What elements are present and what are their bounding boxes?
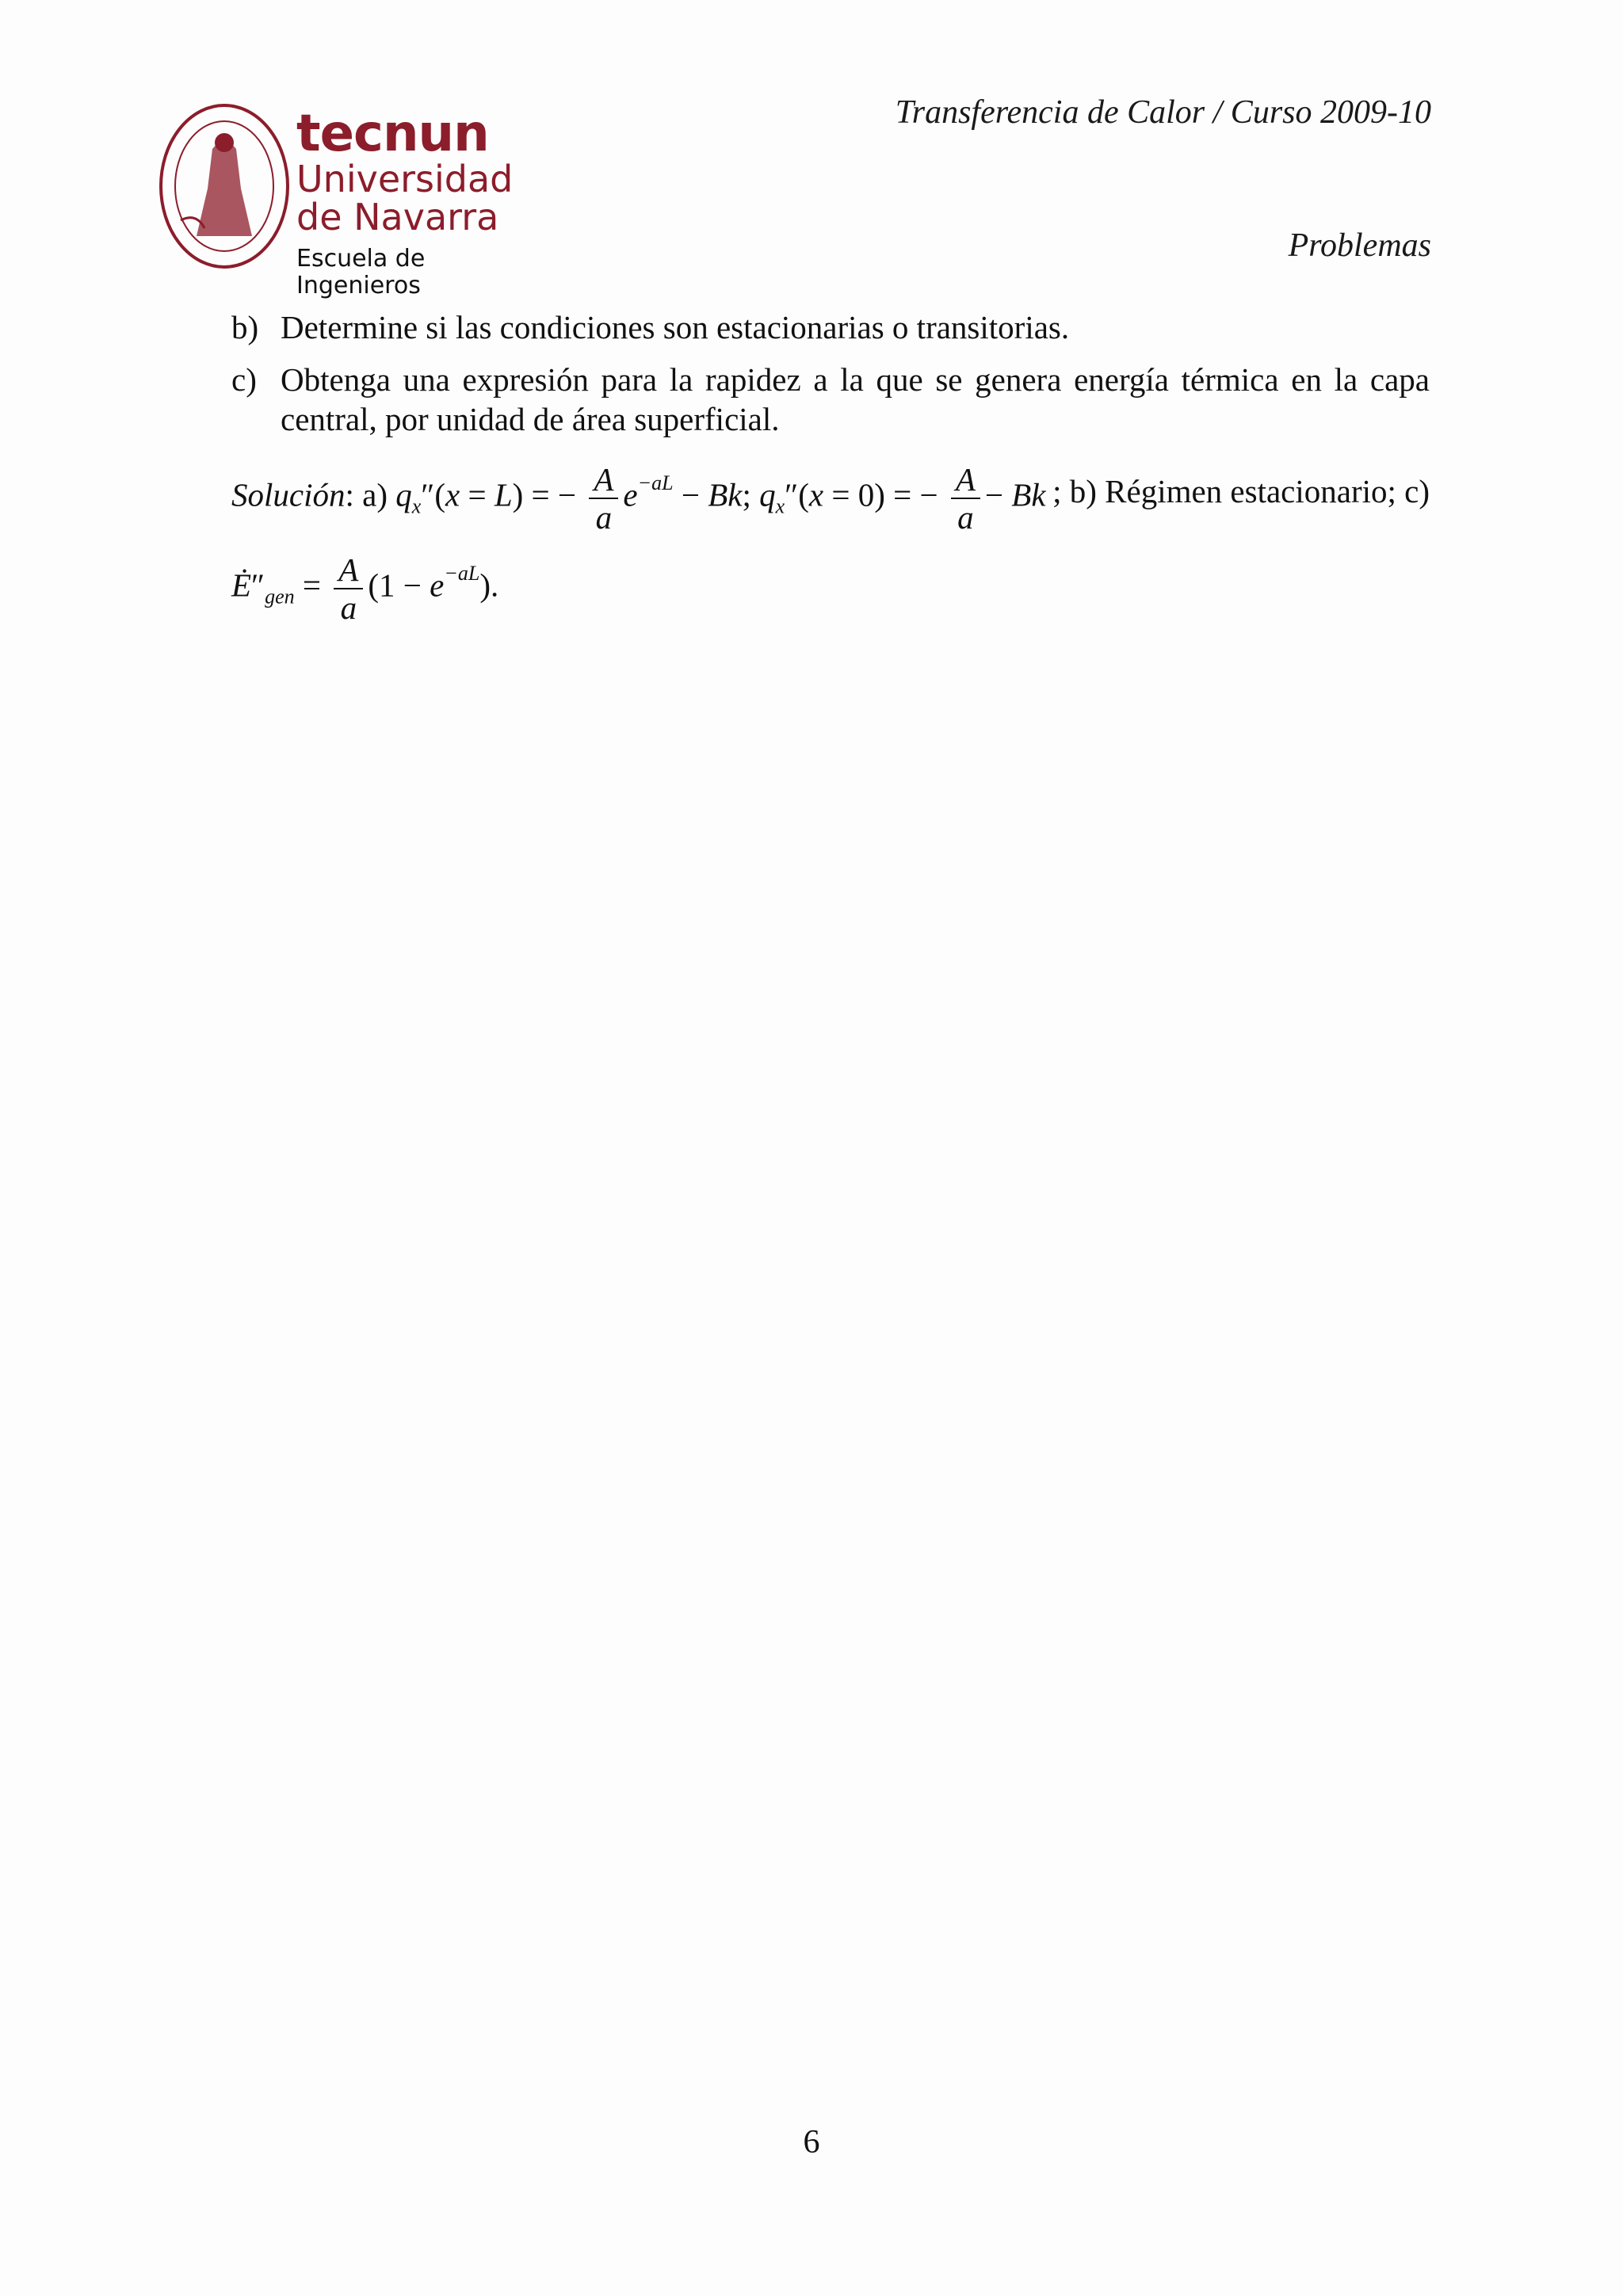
course-title: Transferencia de Calor / Curso 2009-10: [895, 94, 1431, 131]
solution-label: Solución: [231, 476, 346, 513]
university-logo: [157, 95, 537, 299]
header: [896, 93, 1431, 265]
page-number: 6: [803, 2124, 820, 2161]
section-title: Problemas: [1288, 227, 1431, 264]
university-seal-icon: [157, 101, 292, 272]
logo-universidad: Universidad: [296, 158, 514, 200]
list-item: [231, 307, 1430, 347]
problem-items: [231, 307, 1430, 452]
item-text: Obtenga una expresión para la rapidez a la que se genera energía térmica en la capa central, por unidad de área superficial.: [281, 361, 1430, 437]
logo-navarra: de Navarra: [296, 196, 499, 238]
solution-equation-a: Solución: a) $q_x''(x = L)$ = − $\frac{A}{a}$ $e^{-aL} - Bk$; $q_x''(x = 0)$ = − $\frac{A}{a}$ − Bk: [231, 461, 1046, 536]
solution-tail: ; b) Régimen estacionario; c): [1052, 473, 1430, 509]
item-marker: c): [231, 361, 257, 398]
logo-escuela: Escuela de Ingenieros: [296, 245, 426, 299]
list-item: [231, 360, 1430, 439]
logo-tecnun: tecnun: [296, 105, 489, 163]
item-text: Determine si las condiciones son estacionarias o transitorias.: [281, 309, 1070, 345]
solution-equation-c: $Ė''_{gen}$ = $\frac{A}{a}$ $(1 - e^{-aL})$.: [231, 551, 499, 626]
solution-block: [231, 455, 1430, 626]
item-marker: b): [231, 309, 259, 345]
